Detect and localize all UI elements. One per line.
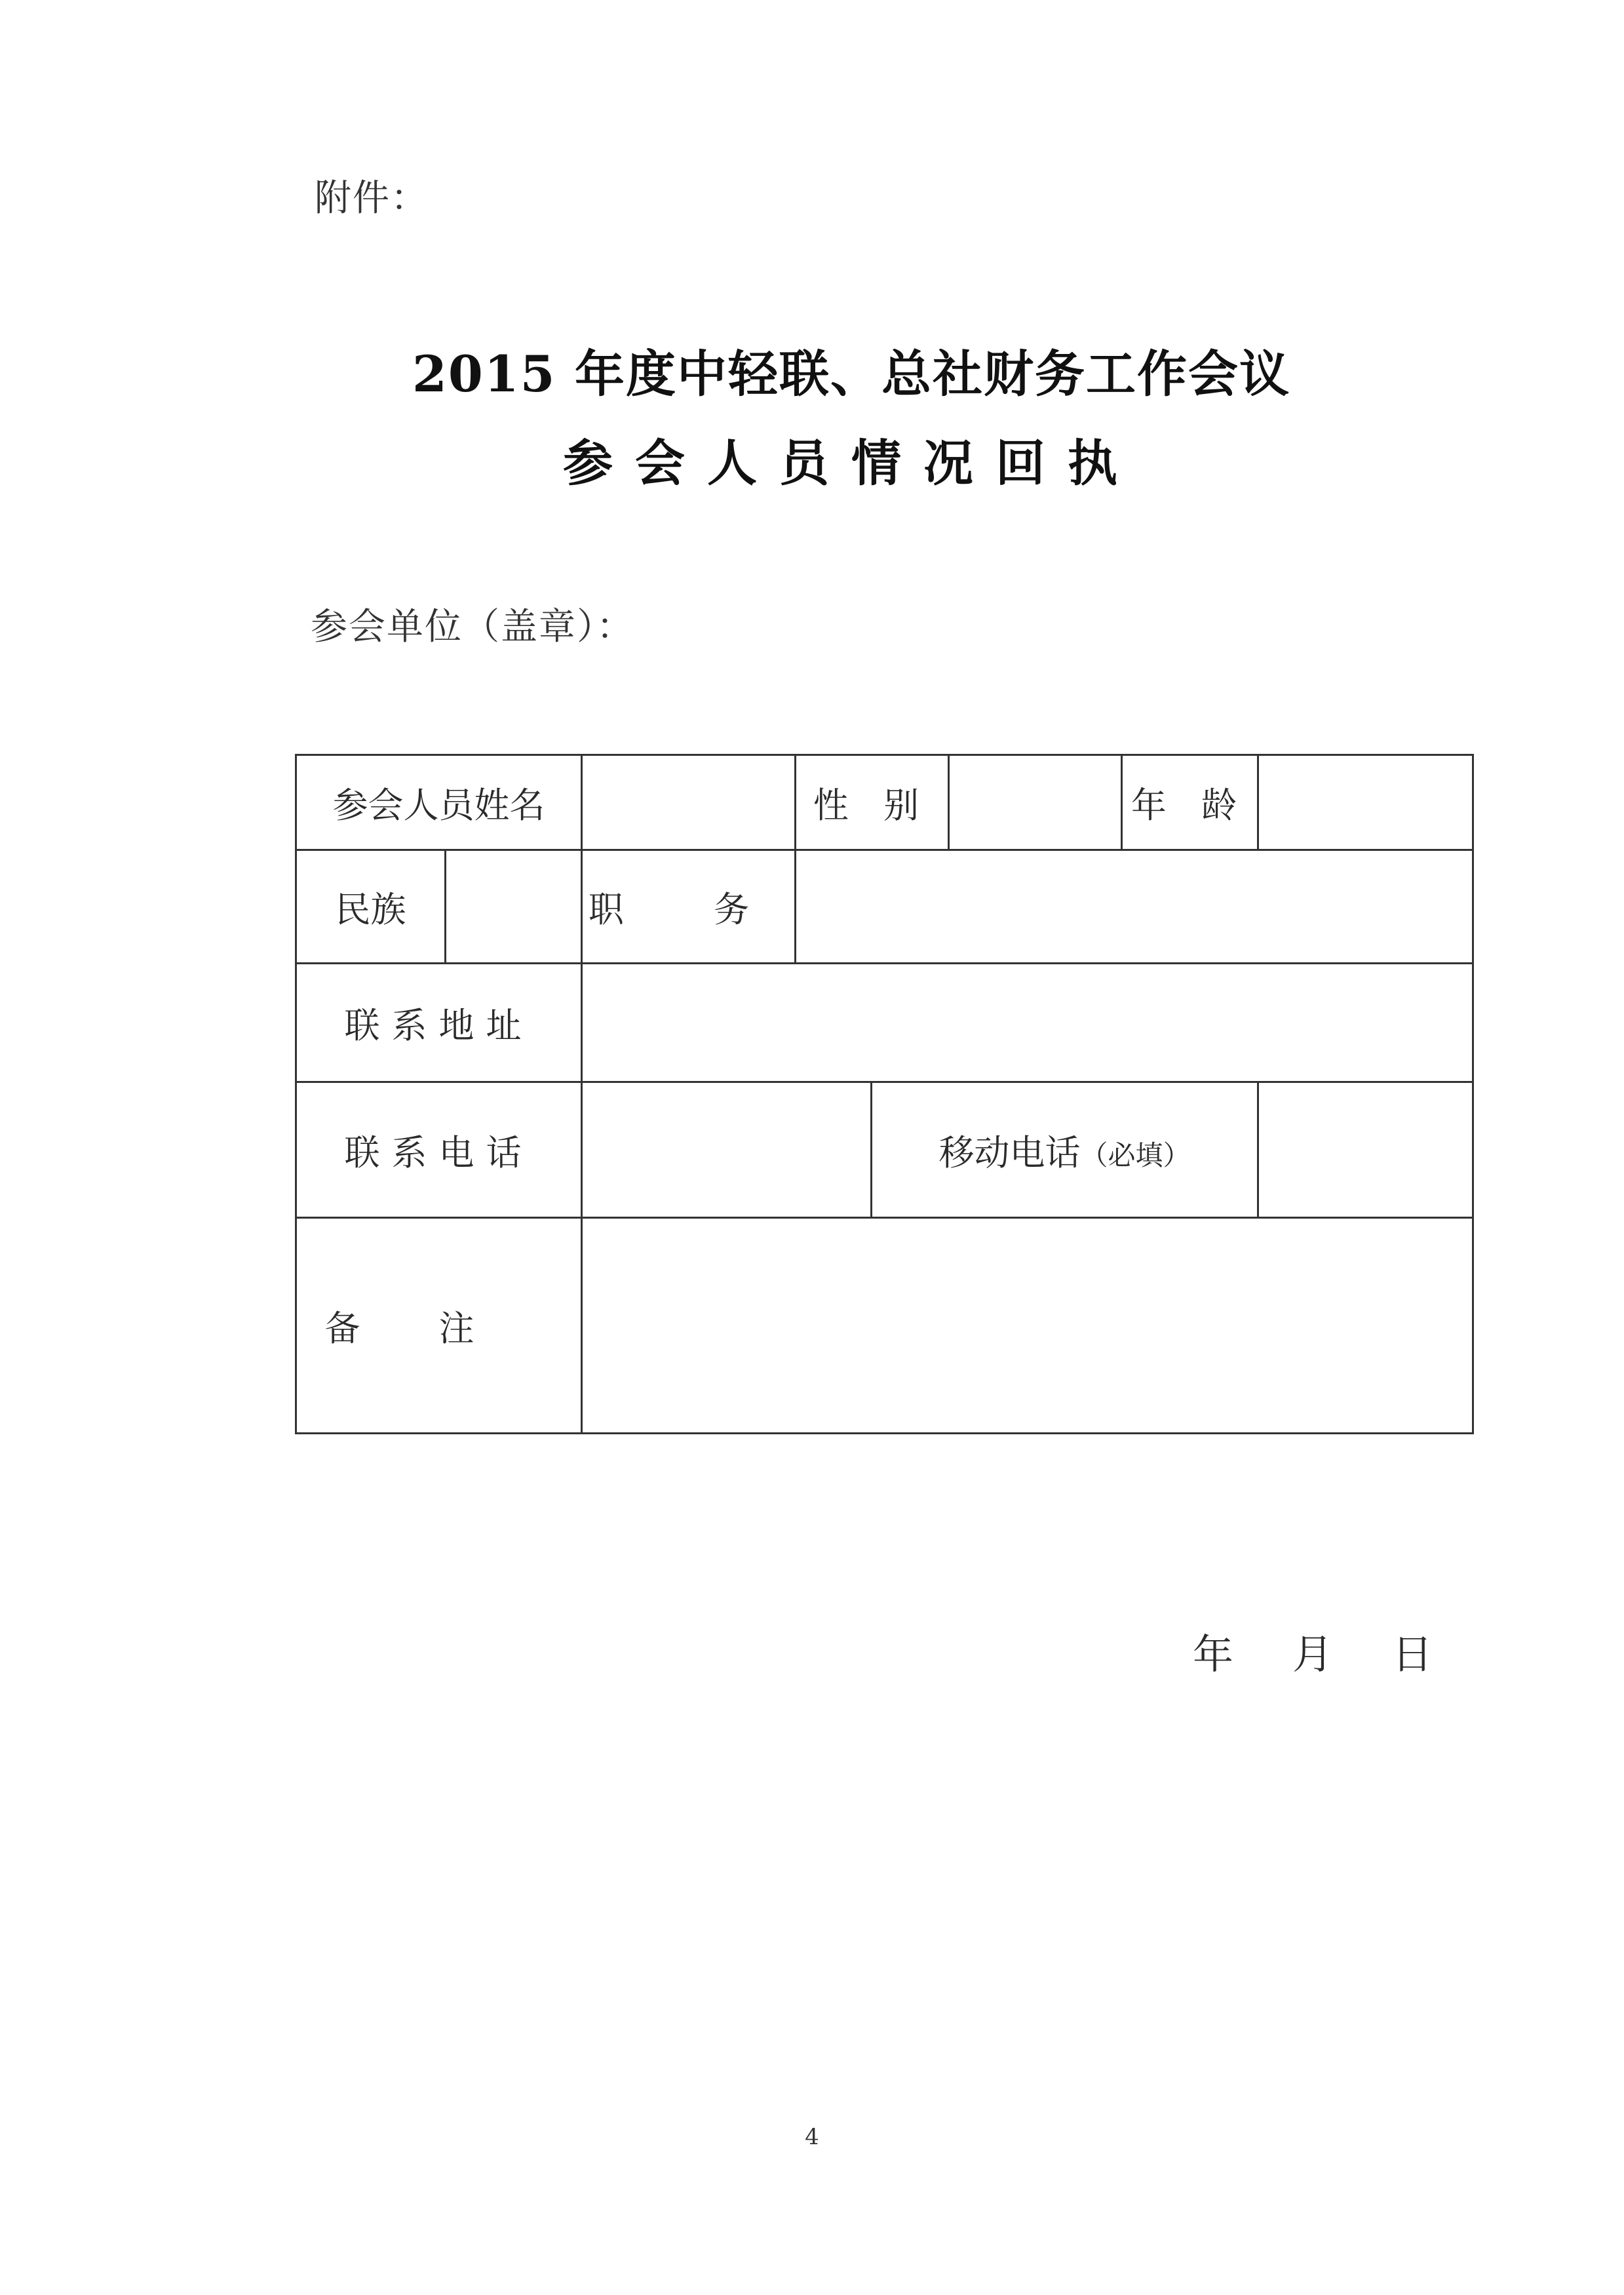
title-line-1: 2015 年度中轻联、总社财务工作会议	[412, 345, 1290, 403]
position-label: 职 务	[582, 850, 796, 964]
age-field[interactable]	[1258, 755, 1473, 850]
mobile-field[interactable]	[1258, 1082, 1473, 1218]
date-month-label: 月	[1292, 1630, 1334, 1678]
page-number: 4	[805, 2124, 819, 2150]
ethnicity-field[interactable]	[446, 850, 582, 964]
form-row-phone	[296, 1082, 1473, 1218]
name-field[interactable]	[582, 755, 796, 850]
date-day-label: 日	[1392, 1630, 1433, 1678]
address-field[interactable]	[582, 964, 1473, 1082]
date-year-label: 年	[1193, 1630, 1234, 1678]
remark-label: 备注	[296, 1218, 582, 1434]
phone-field[interactable]	[582, 1082, 872, 1218]
name-label: 参会人员姓名	[296, 755, 582, 850]
ethnicity-label: 民族	[296, 850, 446, 964]
mobile-required-note: （必填）	[1080, 1139, 1191, 1171]
form-row-name	[296, 755, 1473, 850]
form-row-remark	[296, 1218, 1473, 1434]
unit-label: 参会单位（盖章）：	[311, 606, 634, 648]
date-line	[1193, 1622, 1433, 1680]
phone-label: 联系电话	[296, 1082, 582, 1218]
title-line-2: 参会人员情况回执	[563, 434, 1140, 492]
gender-field[interactable]	[949, 755, 1122, 850]
registration-form-table	[295, 754, 1474, 1434]
form-row-address	[296, 964, 1473, 1082]
form-row-ethnicity	[296, 850, 1473, 964]
position-field[interactable]	[796, 850, 1473, 964]
attachment-label: 附件：	[315, 177, 429, 220]
remark-field[interactable]	[582, 1218, 1473, 1434]
gender-label: 性 别	[796, 755, 949, 850]
address-label: 联系地址	[296, 964, 582, 1082]
mobile-label: 移动电话	[938, 1131, 1081, 1173]
mobile-label-cell	[872, 1082, 1258, 1218]
age-label: 年 龄	[1122, 755, 1258, 850]
